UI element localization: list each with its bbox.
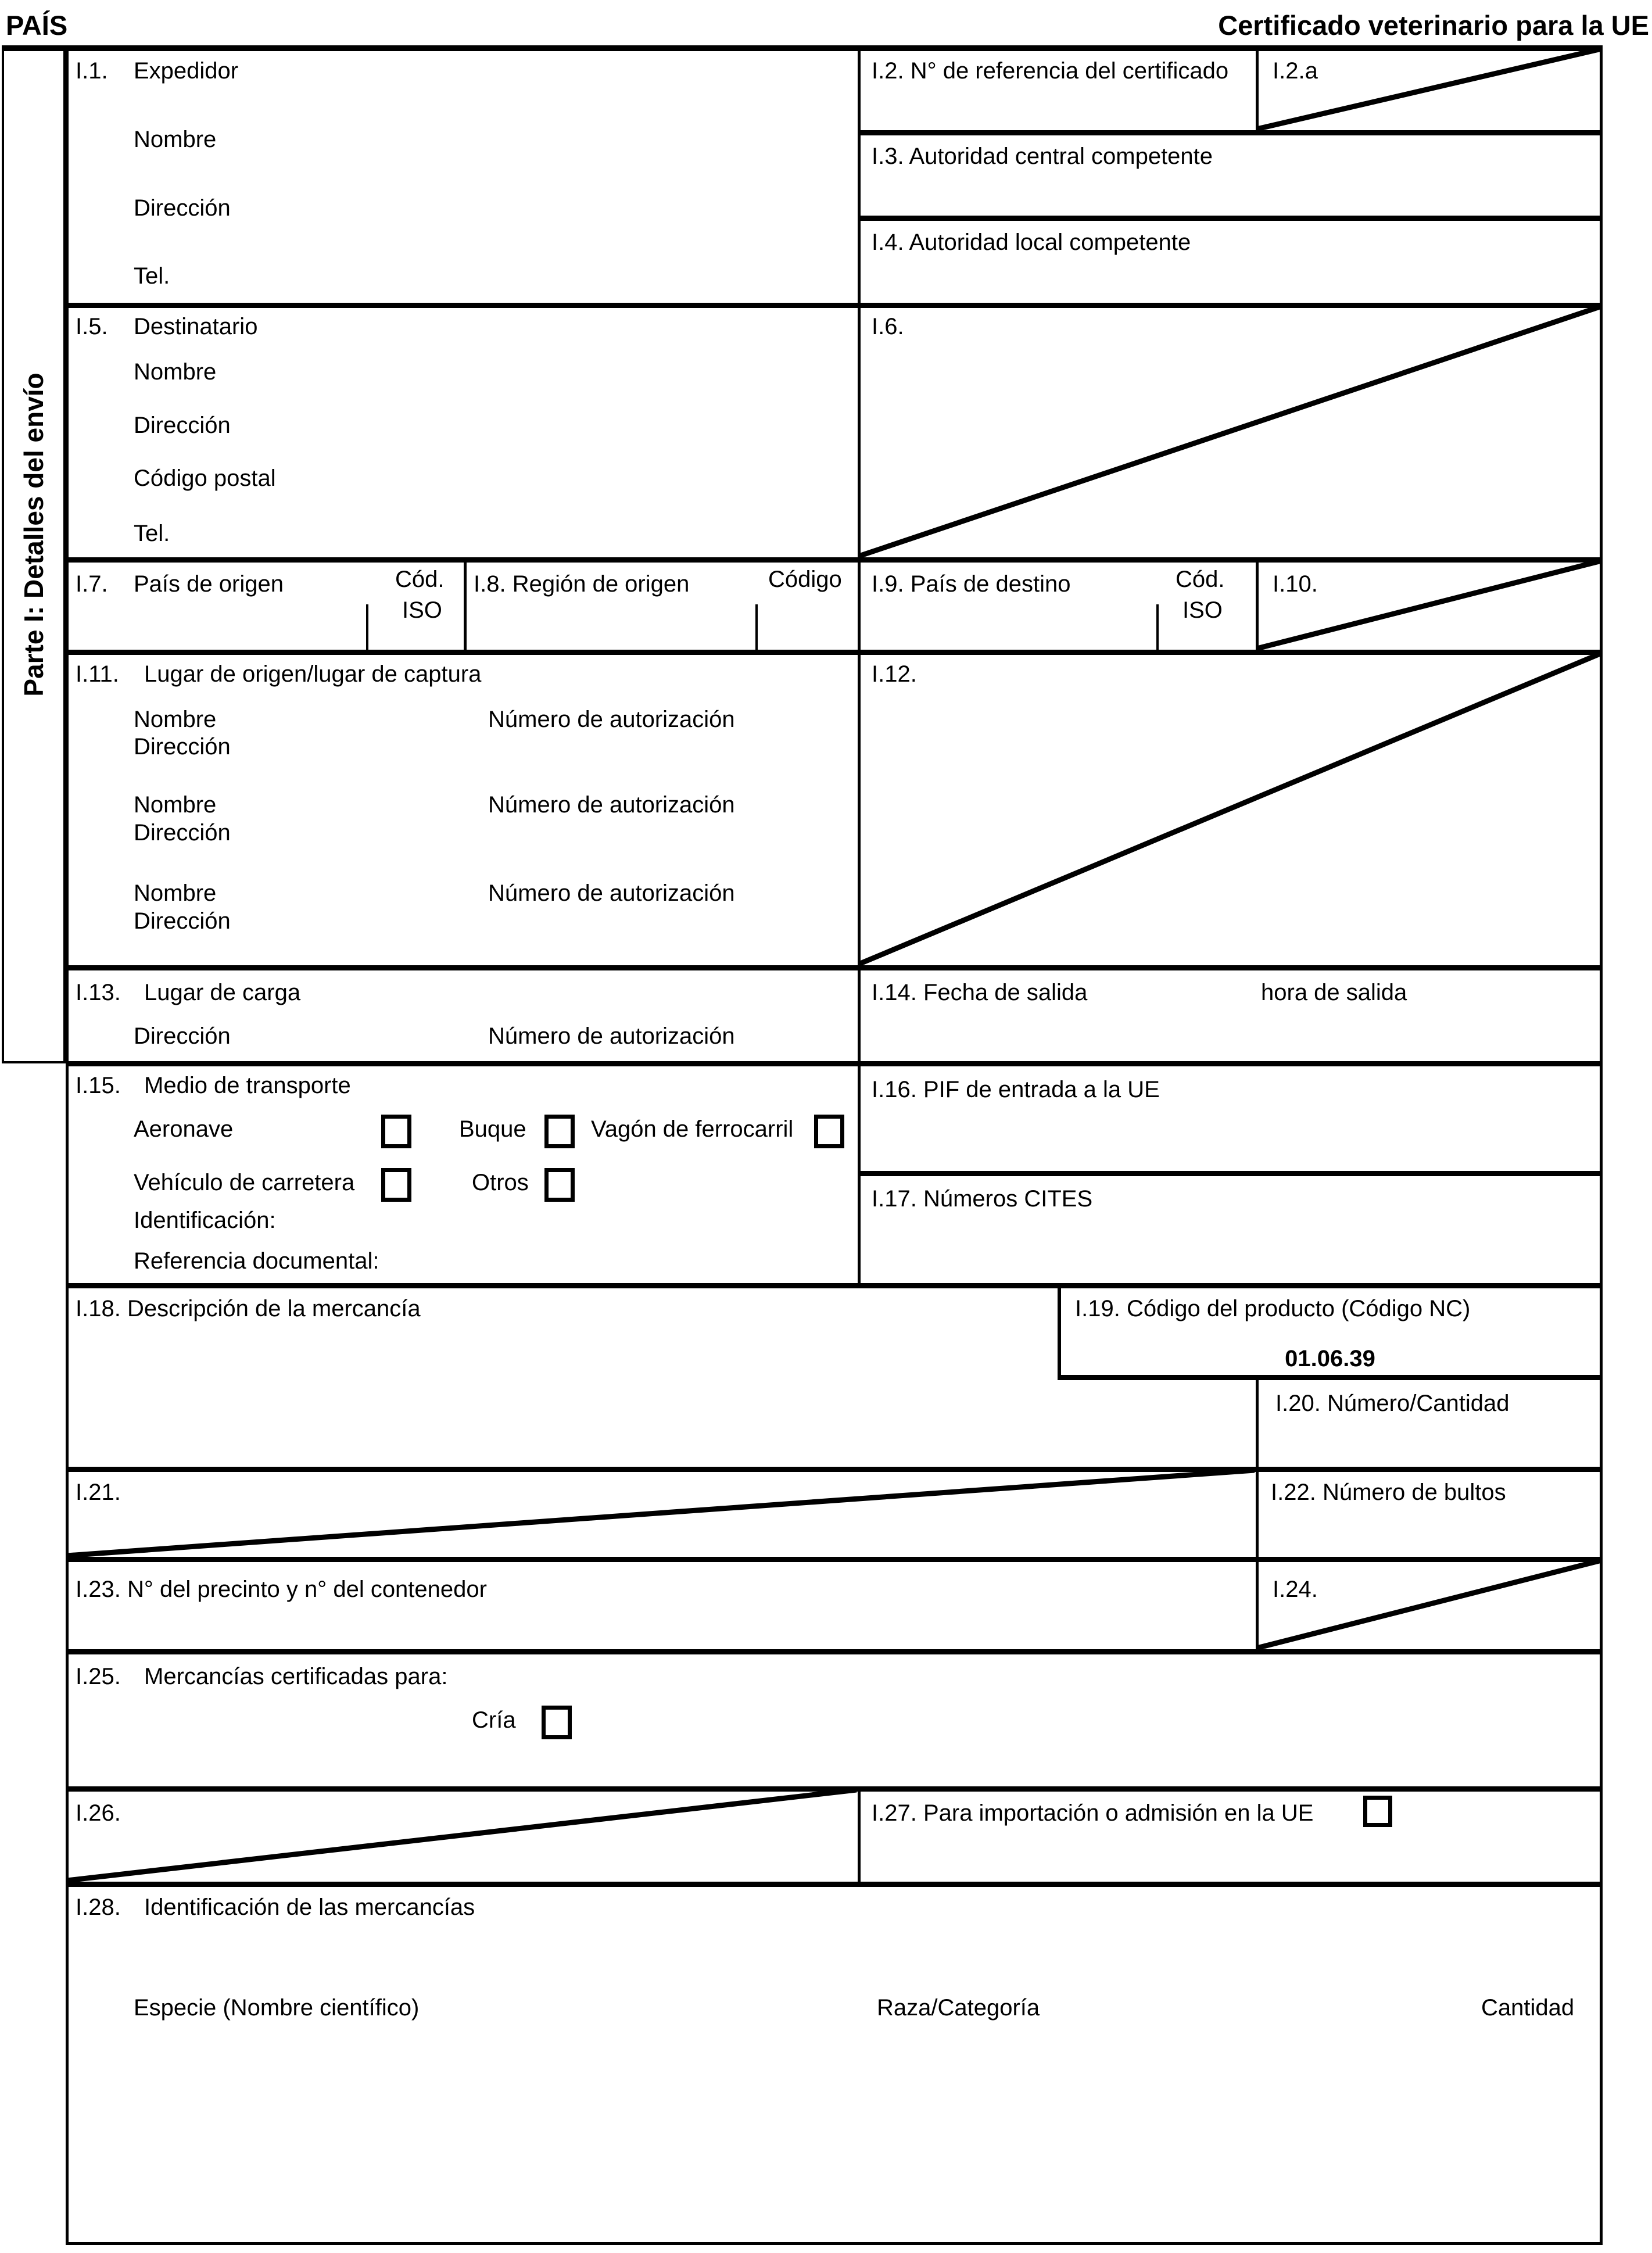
table-line [66,48,69,2245]
field-i16-label: I.16. PIF de entrada a la UE [872,1077,1160,1102]
table-line [66,1283,1603,1288]
i11-autorizacion-label-2: Número de autorización [488,792,735,818]
i15-otros-label: Otros [472,1170,529,1195]
i19-product-code: 01.06.39 [1285,1346,1375,1371]
i8-codigo-label: Código [768,567,842,592]
field-i15-number: I.15. [76,1073,121,1098]
i1-nombre-label: Nombre [134,127,217,152]
i9-cod-label: Cód. [1176,567,1225,592]
field-i11-label: I.11. Lugar de origen/lugar de captura [76,661,482,687]
i13-autorizacion-label: Número de autorización [488,1023,735,1049]
iso-separator-line [755,604,758,650]
i15-vehiculo-label: Vehículo de carretera [134,1170,355,1195]
i11-nombre-label-2: Nombre [134,792,217,818]
table-line [66,1061,1603,1066]
i28-cantidad-header: Cantidad [1481,1995,1575,2021]
field-i15-label: I.15. Medio de transporte [76,1073,351,1098]
i5-direccion-label: Dirección [134,413,231,438]
field-i25-number: I.25. [76,1664,121,1689]
i9-iso-label: ISO [1182,597,1223,623]
field-i3-label: I.3. Autoridad central competente [872,144,1213,169]
i15-buque-label: Buque [459,1116,526,1142]
i7-iso-label: ISO [402,597,442,623]
i7-cod-label: Cód. [395,567,445,592]
vehiculo-carretera-checkbox[interactable] [381,1168,411,1202]
table-line [66,2242,1603,2245]
field-i5-number: I.5. [76,314,108,339]
vagon-ferrocarril-checkbox[interactable] [814,1115,844,1148]
aeronave-checkbox[interactable] [381,1115,411,1148]
i11-direccion-label-3: Dirección [134,908,231,934]
field-i20-label: I.20. Número/Cantidad [1275,1391,1510,1416]
table-line [858,216,1603,221]
field-i22-label: I.22. Número de bultos [1271,1480,1506,1505]
cria-checkbox[interactable] [542,1706,572,1739]
part1-sidebar-label: Parte I: Detalles del envío [19,372,49,697]
i11-direccion-label-2: Dirección [134,820,231,846]
field-i10-label: I.10. [1273,571,1318,597]
importacion-ue-checkbox[interactable] [1363,1796,1392,1827]
field-i5-label: I.5. Destinatario [76,314,258,339]
i5-nombre-label: Nombre [134,359,217,385]
i11-autorizacion-label-1: Número de autorización [488,707,735,732]
table-line [66,965,1603,970]
field-i28-number: I.28. [76,1894,121,1920]
field-i6-label: I.6. [872,314,904,339]
field-i8-label: I.8. Región de origen [474,571,690,597]
field-i13-number: I.13. [76,980,121,1005]
diagonal-strikethrough-i21 [66,1469,1256,1557]
i15-vagon-label: Vagón de ferrocarril [591,1116,794,1142]
table-line [858,1786,861,1882]
diagonal-strikethrough-i26 [66,1789,858,1882]
field-i1-number: I.1. [76,58,108,84]
diagonal-strikethrough-i12 [858,652,1603,965]
field-i2-label: I.2. N° de referencia del certificado [872,58,1229,84]
i11-direccion-label-1: Dirección [134,734,231,760]
field-i19-label: I.19. Código del producto (Código NC) [1075,1296,1471,1321]
otros-checkbox[interactable] [544,1168,575,1202]
i1-tel-label: Tel. [134,263,170,289]
page-title: Certificado veterinario para la UE [1218,10,1649,41]
field-i27-label: I.27. Para importación o admisión en la UE [872,1800,1314,1826]
field-i24-label: I.24. [1273,1577,1318,1602]
field-i13-label: I.13. Lugar de carga [76,980,301,1005]
field-i12-label: I.12. [872,661,917,687]
field-i23-label: I.23. N° del precinto y n° del contenedor [76,1577,487,1602]
field-i25-label: I.25. Mercancías certificadas para: [76,1664,448,1689]
i28-especie-header: Especie (Nombre científico) [134,1995,420,2021]
field-i14-label: I.14. Fecha de salida [872,980,1088,1005]
i11-nombre-label-3: Nombre [134,880,217,906]
field-i26-label: I.26. [76,1800,121,1826]
field-i11-number: I.11. [76,661,119,687]
field-i7-label: I.7. País de origen [76,571,284,597]
field-i9-label: I.9. País de destino [872,571,1071,597]
iso-separator-line [1156,604,1159,650]
i15-identificacion-label: Identificación: [134,1208,276,1233]
i11-nombre-label-1: Nombre [134,707,217,732]
field-i4-label: I.4. Autoridad local competente [872,230,1191,255]
table-line [66,1882,1603,1887]
table-line [464,557,467,650]
i13-direccion-label: Dirección [134,1023,231,1049]
i15-referencia-label: Referencia documental: [134,1248,379,1274]
country-label: PAÍS [6,10,68,41]
i11-autorizacion-label-3: Número de autorización [488,880,735,906]
table-line [858,1171,1603,1176]
field-i17-label: I.17. Números CITES [872,1186,1093,1212]
i25-cria-label: Cría [472,1707,516,1733]
diagonal-strikethrough-i6 [858,305,1603,557]
table-line [66,1649,1603,1654]
field-i2a-label: I.2.a [1273,58,1318,84]
field-i18-label: I.18. Descripción de la mercancía [76,1296,421,1321]
field-i28-label: I.28. Identificación de las mercancías [76,1894,475,1920]
field-i1-label: I.1. Expedidor [76,58,239,84]
diagonal-strikethrough-i24 [1256,1559,1603,1649]
field-i21-label: I.21. [76,1480,121,1505]
table-line [858,130,1603,135]
iso-separator-line [366,604,368,650]
table-line [1058,1375,1603,1380]
i5-codigo-postal-label: Código postal [134,465,276,491]
i14-hora-label: hora de salida [1261,980,1407,1005]
i5-tel-label: Tel. [134,521,170,546]
i1-direccion-label: Dirección [134,195,231,221]
field-i7-number: I.7. [76,571,108,597]
i28-raza-header: Raza/Categoría [877,1995,1040,2021]
buque-checkbox[interactable] [544,1115,575,1148]
i15-aeronave-label: Aeronave [134,1116,234,1142]
